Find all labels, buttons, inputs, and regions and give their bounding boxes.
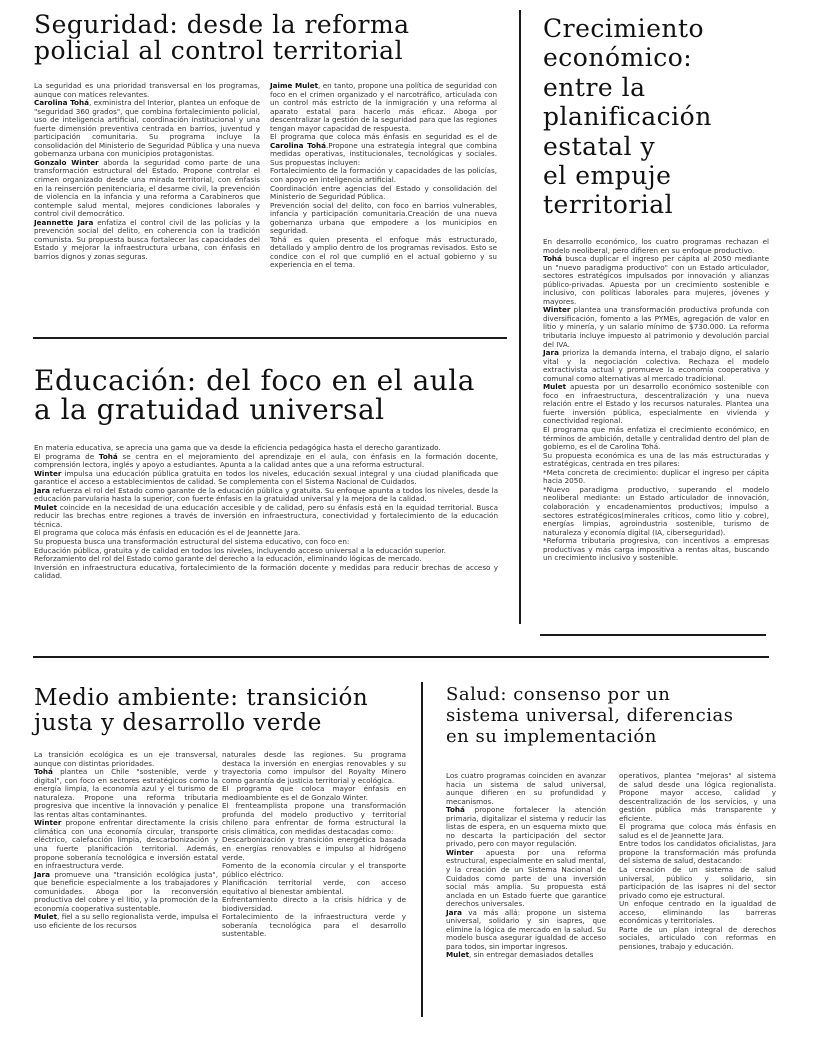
paragraph (34, 470, 498, 487)
candidate-name: Tohá (446, 805, 465, 815)
seguridad-headline-line2: policial al control territorial (34, 36, 404, 65)
paragraph-text: Su propuesta busca una transformación estructural del sistema educativo, con foco en: (34, 537, 350, 547)
paragraph-text: Educación pública, gratuita y de calidad en todos los niveles, incluyendo acceso universal a la educación superior. (34, 545, 446, 555)
paragraph-text: Prevención social del delito, con foco en barrios vulnerables, infancia y participación comunitaria.Creación de una nueva gobernanza urbana que empodere a los municipios en seguridad. (270, 200, 497, 236)
paragraph (34, 871, 218, 914)
paragraph (34, 99, 260, 159)
paragraph (34, 159, 260, 219)
paragraph-text: *Nuevo paradigma productivo, superando el modelo neoliberal mediante: un Estado articulador de innovación, colaboración y encadenamientos productivos; impulso a sectores estratégicos(minerales críticos, como litio y cobre), energías limpias, agroindustria sostenible, turismo de naturaleza y economía digital (IA, ciberseguridad). (543, 484, 769, 537)
paragraph (34, 82, 260, 99)
paragraph (543, 537, 769, 563)
paragraph (222, 913, 406, 939)
paragraph (222, 836, 406, 862)
paragraph (543, 255, 769, 306)
paragraph (619, 823, 776, 840)
paragraph (34, 504, 498, 530)
paragraph (34, 453, 498, 470)
paragraph-text: , fiel a su sello regionalista verde, impulsa el uso eficiente de los recursos (34, 912, 218, 930)
candidate-name: Tohá (34, 767, 53, 777)
divider-vertical-bottom (421, 682, 423, 1017)
paragraph-text: El programa que coloca más énfasis en educación es el de Jeannette Jara. (34, 528, 301, 538)
paragraph (446, 806, 606, 849)
paragraph-text: En desarrollo económico, los cuatro programas rechazan el modelo neoliberal, pero difieren en su enfoque productivo. (543, 237, 769, 255)
paragraph (34, 487, 498, 504)
salud-column-1 (446, 772, 606, 960)
paragraph-text: impulsa una educación pública gratuita en todos los niveles, educación sexual integral y una ciudad planificada que garantice el acceso a establecimientos de calidad. Se complementa con el Sistema Nacional de Cuidados. (34, 468, 498, 487)
paragraph (34, 819, 218, 870)
paragraph (619, 900, 776, 926)
candidate-name: Jaime Mulet (270, 81, 319, 90)
seguridad-headline-line1: Seguridad: desde la reforma (34, 10, 410, 39)
headline-line: territorial (543, 190, 674, 220)
paragraph-text: En materia educativa, se aprecia una gama que va desde la eficiencia pedagógica hasta el derecho garantizado. (34, 443, 441, 452)
paragraph-text: , sin entregar demasiados detalles (469, 950, 594, 960)
headline-line: en su implementación (446, 726, 657, 747)
paragraph-text: El programa que coloca mayor énfasis en medioambiente es el de Gonzalo Winter. (222, 784, 406, 802)
paragraph-text: La creación de un sistema de salud universal, público y solidario, sin participación de las isapres ni del sector privado como eje estructural. (619, 865, 776, 900)
seguridad-column-2 (270, 82, 497, 270)
paragraph (446, 951, 606, 960)
paragraph-text: El programa que más enfatiza el crecimiento económico, en términos de ambición, detalle y centralidad dentro del plan de gobierno, es el de Carolina Tohá. (543, 425, 769, 452)
paragraph (34, 564, 498, 581)
paragraph-text: Entre todos los candidatos oficialistas, Jara propone la transformación más profunda del sistema de salud, destacando: (619, 839, 776, 866)
paragraph-text: apuesta por un desarrollo económico sostenible con foco en infraestructura, descentralización y una nueva relación entre el Estado y los recursos naturales. Plantea una fuerte inversión pública, especialmente en vivienda y conectividad regional. (543, 382, 769, 426)
headline-line: Crecimiento (543, 14, 705, 43)
paragraph (270, 167, 497, 184)
paragraph-text: , exministra del Interior, plantea un enfoque de "seguridad 360 grados", que combina fortalecimiento policial, uso de inteligencia artificial, coordinación institucional y una fuerte dimensión preventiva centrada en barrios, juventud y participación comunitaria. Su programa incluye la consolidación del Ministerio de Seguridad Pública y una nueva gobernanza urbana con municipios protagonistas. (34, 98, 260, 159)
headline-line: el empuje (543, 161, 672, 191)
candidate-name: Tohá (98, 451, 118, 461)
paragraph-text: La transición ecológica es un eje transversal, aunque con distintas prioridades. (34, 750, 218, 768)
medio-ambiente-column-2 (222, 751, 406, 939)
paragraph-text: La seguridad es una prioridad transversal en los programas, aunque con matices relevantes. (34, 81, 260, 99)
seguridad-headline (34, 12, 514, 64)
candidate-name: Winter (543, 305, 571, 315)
paragraph-text: Los cuatro programas coinciden en avanzar hacia un sistema de salud universal, aunque difieren en su profundidad y mecanismos. (446, 771, 606, 806)
paragraph (543, 469, 769, 486)
candidate-name: Carolina Tohá (34, 98, 89, 108)
paragraph (543, 452, 769, 469)
paragraph-text: El programa que coloca más énfasis en salud es el de Jeannette Jara. (619, 822, 776, 840)
paragraph (619, 926, 776, 952)
paragraph (543, 306, 769, 349)
headline-line: entre la (543, 72, 646, 102)
paragraph (34, 913, 218, 930)
paragraph-text: El programa de (34, 451, 99, 461)
divider-seguridad-educacion (33, 337, 507, 339)
candidate-name: Winter (446, 847, 474, 857)
headline-line: planificación (543, 102, 712, 132)
headline-line: estatal y (543, 131, 656, 161)
paragraph (543, 383, 769, 426)
paragraph-text: naturales desde las regiones. Su programa destaca la inversión en energías renovables y su trayectoria como impulsor del Royalty Minero como garantía de justicia territorial y ecológica. (222, 750, 406, 785)
paragraph-text: Su propuesta económica es una de las más estructuradas y estratégicas, centrada en tres pilares: (543, 450, 769, 469)
paragraph-text: apuesta por una reforma estructural, especialmente en salud mental, y la creación de un Sistema Nacional de Cuidados como parte de una inversión social más amplia. Su propuesta está anclada en un Estado fuerte que garantice derechos universales. (446, 847, 606, 909)
candidate-name: Jara (34, 869, 50, 879)
paragraph-text: Parte de un plan integral de derechos sociales, articulado con reformas en pensiones, trabajo y educación. (619, 924, 776, 951)
paragraph-text: Fomento de la economía circular y el transporte público eléctrico. (222, 861, 406, 879)
salud-headline (446, 684, 776, 747)
educacion-headline-line2: a la gratuidad universal (34, 393, 385, 426)
paragraph (619, 840, 776, 866)
paragraph-text: propone fortalecer la atención primaria, digitalizar el sistema y reducir las listas de espera, en un esquema mixto que no descarta la participación del sector privado, pero con mayor regulación. (446, 805, 606, 849)
paragraph (619, 772, 776, 823)
paragraph-text: prioriza la demanda interna, el trabajo digno, el salario vital y la negociación colectiva. Rechaza el modelo extractivista actual y promueve la economía cooperativa y comunal como alternativas al mercado tradicional. (543, 348, 769, 383)
paragraph-text: operativos, plantea "mejoras" al sistema de salud desde una lógica regionalista. Propone mayor acceso, calidad y descentralización de los servicios, y una gestión pública más transparente y eficiente. (619, 771, 776, 823)
paragraph (446, 909, 606, 952)
paragraph-text: *Meta concreta de crecimiento: duplicar el ingreso per cápita hacia 2050. (543, 467, 769, 486)
medio-ambiente-headline-line2: justa y desarrollo verde (34, 710, 322, 736)
paragraph (222, 785, 406, 802)
paragraph (619, 866, 776, 900)
paragraph (446, 849, 606, 909)
paragraph-text: busca duplicar el ingreso per cápita al 2050 mediante un "nuevo paradigma productivo" con un Estado articulador, sectores estratégicos impulsados por innovación y alianzas público-privadas. Apuesta por un crecimiento sostenible e inclusivo, con políticas laborales para mujeres, jóvenes y mayores. (543, 254, 769, 306)
headline-line: Salud: consenso por un (446, 684, 671, 705)
medio-ambiente-headline-line1: Medio ambiente: transición (34, 685, 369, 711)
paragraph-text: El frenteamplista propone una transformación profunda del modelo productivo y territorial chileno para enfrentar de forma estructural la crisis climática, con medidas destacadas como: (222, 801, 406, 836)
paragraph (270, 82, 497, 133)
divider-vertical-top (519, 10, 521, 624)
paragraph (270, 202, 497, 236)
educacion-headline (34, 366, 514, 424)
paragraph-text: Un enfoque centrado en la igualdad de acceso, eliminando las barreras económicas y territoriales. (619, 899, 776, 926)
paragraph-text: plantea una transformación productiva profunda con diversificación, fomento a las PYMEs, agregación de valor en litio y minería, y un salario mínimo de $730.000. La reforma tributaria incluye impuesto al patrimonio y devolución parcial del IVA. (543, 305, 769, 349)
paragraph-text: se centra en el mejoramiento del aprendizaje en el aula, con énfasis en la formación docente, comprensión lectora, inglés y apoyo a estudiantes. Apunta a la calidad antes que a una reforma estructural. (34, 451, 498, 470)
paragraph-text: Reforzamiento del rol del Estado como garante del derecho a la educación, eliminando lógicas de mercado. (34, 554, 422, 564)
paragraph-text: Inversión en infraestructura educativa, fortalecimiento de la formación docente y medidas para reducir brechas de acceso y calidad. (34, 562, 498, 581)
candidate-name: Gonzalo Winter (34, 157, 99, 167)
candidate-name: Jeannette Jara (34, 217, 94, 227)
paragraph (34, 751, 218, 768)
paragraph-text: , en tanto, propone una política de seguridad con foco en el crimen organizado y el narcotráfico, articulada con un control más estricto de la inmigración y una reforma al aparato estatal para hacerlo más eficaz. Aboga por descentralizar la gestión de la seguridad para que las regiones tengan mayor capacidad de respuesta. (270, 81, 497, 133)
paragraph-text: Planificación territorial verde, con acceso equitativo al bienestar ambiental. (222, 878, 406, 896)
paragraph (543, 238, 769, 255)
candidate-name: Tohá (543, 254, 562, 264)
paragraph-text: aborda la seguridad como parte de una transformación estructural del Estado. Propone controlar el crimen organizado desde una mirada territorial, con énfasis en la reinserción penitenciaria, el desarme civil, la prevención de violencia en la infancia y una reforma a Carabineros que contemple salud mental, mejores condiciones laborales y control civil democrático. (34, 157, 260, 219)
candidate-name: Winter (34, 468, 62, 478)
paragraph-text: propone enfrentar directamente la crisis climática con una economía circular, transporte eléctrico, calefacción limpia, descarbonización y una fuerte planificación territorial. Además, propone soberanía tecnológica e inversión estatal en infraestructura verde. (34, 818, 218, 871)
candidate-name: Winter (34, 818, 62, 828)
paragraph (543, 349, 769, 383)
paragraph-text: refuerza el rol del Estado como garante de la educación pública y gratuita. Su enfoque apunta a todos los niveles, desde la educación parvularia hasta la superior, con fuerte énfasis en la gratuidad universal y la mejora de la calidad. (34, 485, 498, 504)
candidate-name: Mulet (34, 502, 58, 512)
paragraph-text: Coordinación entre agencias del Estado y consolidación del Ministerio de Seguridad Pública. (270, 183, 497, 202)
seguridad-column-1 (34, 82, 260, 261)
candidate-name: Mulet (543, 382, 567, 392)
candidate-name: Jara (34, 485, 50, 495)
paragraph-text: .Propone una estrategia integral que combina medidas operativas, institucionales, tecnológicas y sociales. Sus propuestas incluyen: (270, 140, 498, 167)
crecimiento-body (543, 238, 769, 563)
medio-ambiente-headline (34, 686, 414, 736)
candidate-name: Jara (446, 907, 462, 917)
educacion-headline-line1: Educación: del foco en el aula (34, 364, 475, 397)
paragraph-text: va más allá: propone un sistema universal, solidario y sin isapres, que elimine la lógica de mercado en la salud. Su modelo busca asegurar igualdad de acceso para todos, sin importar ingresos. (446, 907, 606, 951)
paragraph (222, 862, 406, 879)
paragraph-text: Descarbonización y transición energética basada en energías renovables e impulso al hidrógeno verde. (222, 835, 406, 862)
paragraph (270, 236, 497, 270)
medio-ambiente-column-1 (34, 751, 218, 930)
paragraph (222, 896, 406, 913)
candidate-name: Mulet (446, 950, 470, 960)
paragraph (222, 751, 406, 785)
crecimiento-headline (543, 14, 783, 220)
paragraph-text: Fortalecimiento de la formación y capacidades de las policías, con apoyo en inteligencia artificial. (270, 166, 497, 185)
paragraph (222, 879, 406, 896)
paragraph (270, 185, 497, 202)
paragraph-text: El programa que coloca más énfasis en seguridad es el de (270, 132, 497, 142)
salud-column-2 (619, 772, 776, 951)
paragraph-text: promueve una "transición ecológica justa", que beneficie especialmente a los trabajadores y comunidades. Aboga por la reconversión productiva del cobre y el litio, y la promoción de la economía cooperativa sustentable. (34, 869, 218, 913)
paragraph (34, 219, 260, 262)
paragraph-text: Enfrentamiento directo a la crisis hídrica y de biodiversidad. (222, 895, 406, 913)
paragraph-text: Fortalecimiento de la infraestructura verde y soberanía tecnológica para el desarrollo sustentable. (222, 912, 406, 939)
paragraph-text: plantea un Chile "sostenible, verde y digital", con foco en sectores estratégicos como la energía limpia, la economía azul y el turismo de naturaleza. Propone una reforma tributaria progresiva que incentive la innovación y penalice las rentas altas contaminantes. (34, 767, 218, 819)
candidate-name: Carolina Tohá (270, 140, 327, 150)
paragraph (543, 426, 769, 452)
headline-line: económico: (543, 43, 693, 73)
paragraph (222, 802, 406, 836)
paragraph (543, 486, 769, 537)
candidate-name: Jara (543, 348, 559, 358)
candidate-name: Mulet (34, 912, 58, 922)
paragraph-text: coincide en la necesidad de una educación accesible y de calidad, pero su énfasis está en la equidad territorial. Busca reducir las brechas entre regiones a través de inversión en infraestructura, conectividad y fortalecimiento de la educación técnica. (34, 502, 498, 529)
headline-line: sistema universal, diferencias (446, 705, 734, 726)
paragraph (270, 133, 497, 167)
divider-crecimiento-bottom (540, 634, 766, 636)
paragraph-text: *Reforma tributaria progresiva, con incentivos a empresas productivas y más carga impositiva a rentas altas, buscando un crecimiento inclusivo y sostenible. (543, 536, 769, 563)
educacion-body (34, 444, 498, 581)
paragraph-text: enfatiza el control civil de las policías y la prevención social del delito, en coherencia con la tradición comunista. Su propuesta busca fortalecer las capacidades del Estado y mejorar la infraestructura urbana, con énfasis en barrios dignos y zonas seguras. (34, 217, 260, 261)
divider-main-horizontal (33, 656, 769, 658)
paragraph-text: Tohá es quien presenta el enfoque más estructurado, detallado y amplio dentro de los programas revisados. Esto se condice con el rol que cumplió en el actual gobierno y su experiencia en el tema. (270, 234, 497, 270)
paragraph (34, 768, 218, 819)
paragraph (446, 772, 606, 806)
